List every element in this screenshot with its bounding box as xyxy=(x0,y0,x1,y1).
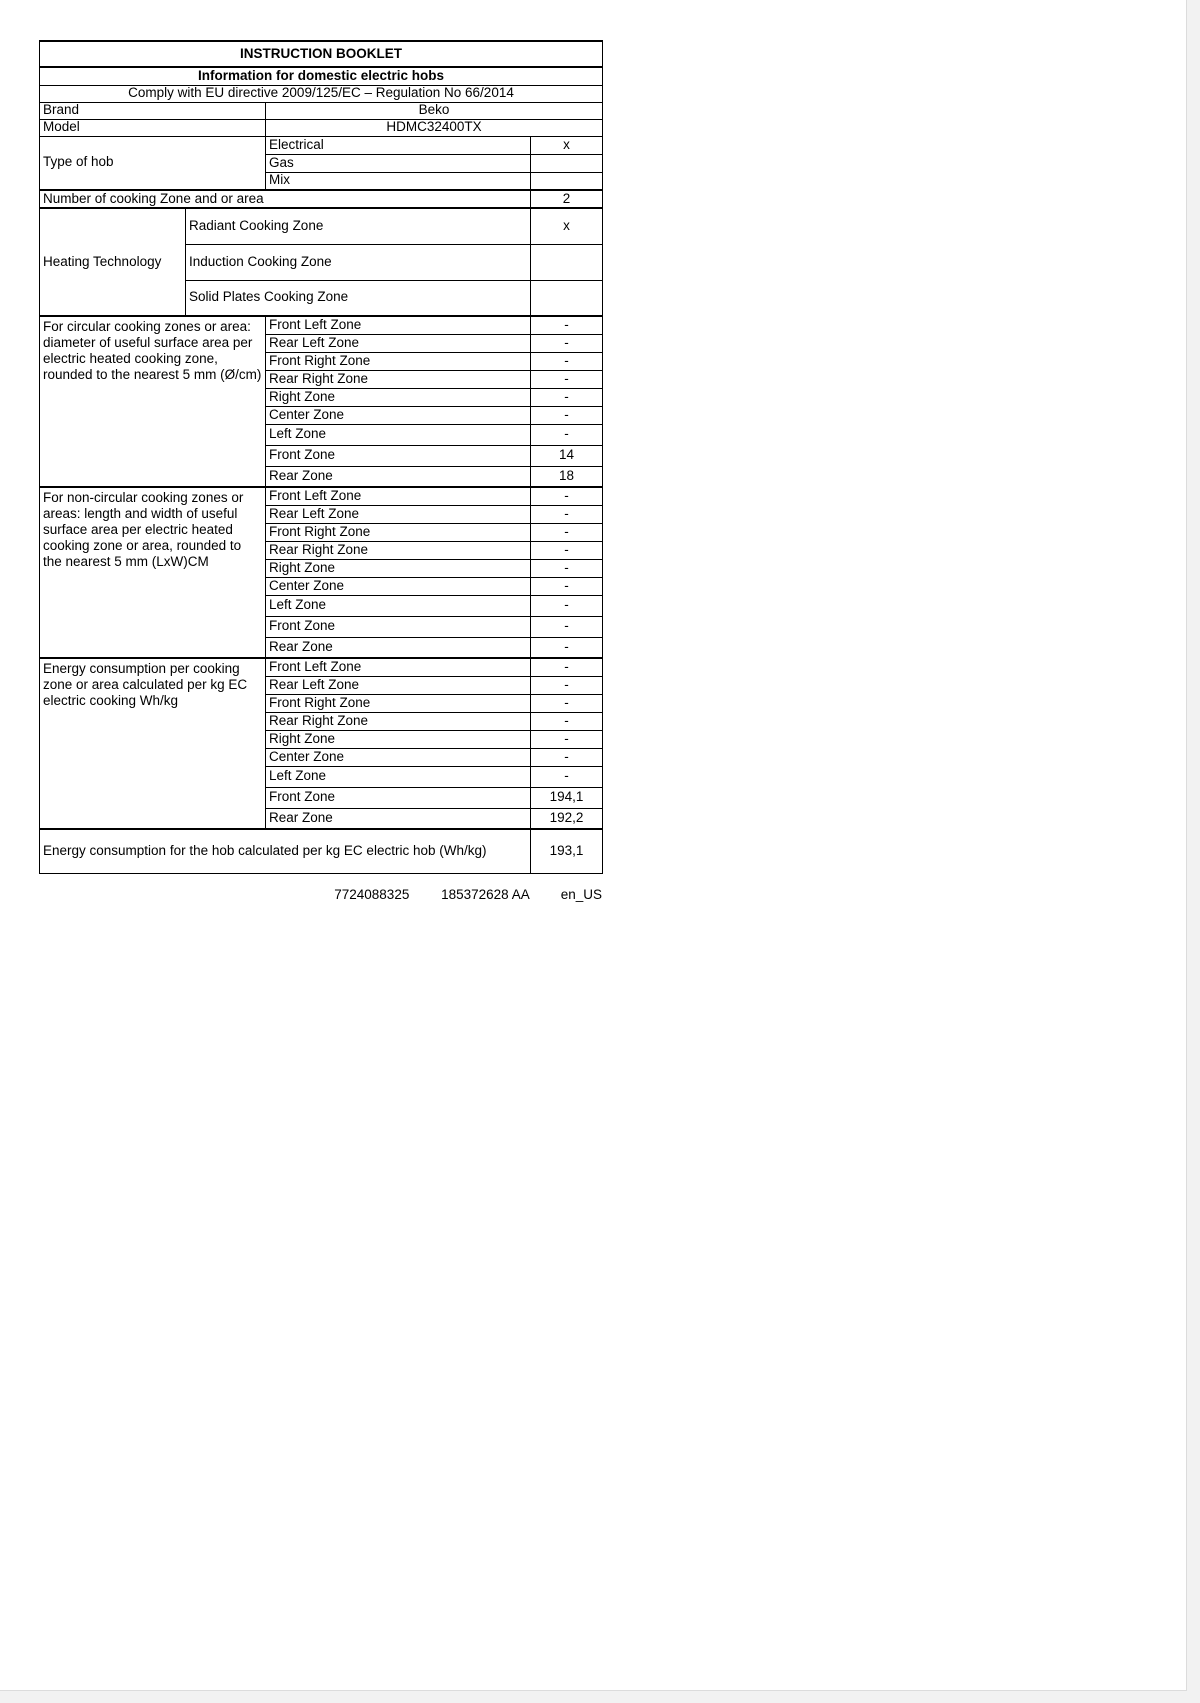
booklet-title: INSTRUCTION BOOKLET xyxy=(40,41,603,67)
zone-name: Right Zone xyxy=(266,559,531,577)
zone-value: - xyxy=(531,559,603,577)
heating-option: Radiant Cooking Zone xyxy=(186,208,531,244)
compliance-note: Comply with EU directive 2009/125/EC – Regulation No 66/2014 xyxy=(40,85,603,102)
zone-value: - xyxy=(531,766,603,787)
zone-name: Center Zone xyxy=(266,748,531,766)
total-energy-value: 193,1 xyxy=(531,829,603,873)
zone-value: - xyxy=(531,388,603,406)
hob-type-label: Type of hob xyxy=(40,136,266,190)
footer-code: 185372628 AA xyxy=(441,887,529,902)
document-footer xyxy=(39,887,602,902)
zone-value: - xyxy=(531,694,603,712)
zone-value: - xyxy=(531,523,603,541)
hob-information-sheet xyxy=(39,40,602,874)
zone-value: - xyxy=(531,730,603,748)
heating-option: Induction Cooking Zone xyxy=(186,244,531,280)
zone-name: Rear Zone xyxy=(266,466,531,487)
zone-value: - xyxy=(531,487,603,505)
zone-value: - xyxy=(531,505,603,523)
zone-value: - xyxy=(531,577,603,595)
zone-value: - xyxy=(531,334,603,352)
zone-value: - xyxy=(531,424,603,445)
hob-spec-table-body xyxy=(40,41,603,873)
zone-name: Rear Zone xyxy=(266,808,531,829)
noncircular-section-label: For non-circular cooking zones or areas: length and width of useful surface area per electric heated cooking zone or area, rounded to the nearest 5 mm (LxW)CM xyxy=(40,487,266,658)
heating-option: Solid Plates Cooking Zone xyxy=(186,280,531,316)
zone-value: - xyxy=(531,541,603,559)
hob-type-mark xyxy=(531,154,603,172)
zone-value: - xyxy=(531,616,603,637)
hob-type-option: Gas xyxy=(266,154,531,172)
hob-type-option: Electrical xyxy=(266,136,531,154)
zone-name: Front Zone xyxy=(266,616,531,637)
zone-name: Front Zone xyxy=(266,787,531,808)
zone-value: - xyxy=(531,316,603,334)
zone-name: Rear Left Zone xyxy=(266,505,531,523)
heating-technology-label: Heating Technology xyxy=(40,208,186,316)
zone-value: - xyxy=(531,748,603,766)
zone-name: Front Zone xyxy=(266,445,531,466)
zone-name: Front Right Zone xyxy=(266,523,531,541)
zone-name: Rear Right Zone xyxy=(266,712,531,730)
zone-name: Rear Left Zone xyxy=(266,334,531,352)
hob-type-option: Mix xyxy=(266,172,531,190)
zone-count-label: Number of cooking Zone and or area xyxy=(40,190,531,208)
hob-spec-table xyxy=(39,40,603,874)
zone-value: 192,2 xyxy=(531,808,603,829)
zone-name: Right Zone xyxy=(266,388,531,406)
zone-count-value: 2 xyxy=(531,190,603,208)
heating-mark: x xyxy=(531,208,603,244)
zone-value: 14 xyxy=(531,445,603,466)
energy-section-label: Energy consumption per cooking zone or area calculated per kg EC electric cooking Wh/kg xyxy=(40,658,266,829)
booklet-subtitle: Information for domestic electric hobs xyxy=(40,67,603,85)
heating-mark xyxy=(531,280,603,316)
zone-name: Right Zone xyxy=(266,730,531,748)
zone-value: - xyxy=(531,712,603,730)
brand-label: Brand xyxy=(40,102,266,119)
zone-name: Left Zone xyxy=(266,595,531,616)
zone-name: Rear Right Zone xyxy=(266,541,531,559)
zone-name: Rear Right Zone xyxy=(266,370,531,388)
zone-value: - xyxy=(531,658,603,676)
zone-value: 194,1 xyxy=(531,787,603,808)
hob-type-mark xyxy=(531,172,603,190)
zone-name: Center Zone xyxy=(266,406,531,424)
zone-name: Front Left Zone xyxy=(266,316,531,334)
model-label: Model xyxy=(40,119,266,136)
zone-name: Front Left Zone xyxy=(266,487,531,505)
zone-name: Rear Left Zone xyxy=(266,676,531,694)
total-energy-label: Energy consumption for the hob calculated per kg EC electric hob (Wh/kg) xyxy=(40,829,531,873)
footer-code: 7724088325 xyxy=(334,887,410,902)
circular-section-label: For circular cooking zones or area: diameter of useful surface area per electric heated cooking zone, rounded to the nearest 5 mm (Ø/cm) xyxy=(40,316,266,487)
zone-name: Left Zone xyxy=(266,766,531,787)
footer-locale: en_US xyxy=(560,887,602,902)
heating-mark xyxy=(531,244,603,280)
zone-name: Front Right Zone xyxy=(266,352,531,370)
zone-value: - xyxy=(531,595,603,616)
brand-value: Beko xyxy=(266,102,603,119)
zone-name: Left Zone xyxy=(266,424,531,445)
zone-value: 18 xyxy=(531,466,603,487)
zone-name: Front Right Zone xyxy=(266,694,531,712)
zone-value: - xyxy=(531,352,603,370)
model-value: HDMC32400TX xyxy=(266,119,603,136)
zone-value: - xyxy=(531,370,603,388)
zone-name: Center Zone xyxy=(266,577,531,595)
zone-value: - xyxy=(531,676,603,694)
zone-value: - xyxy=(531,406,603,424)
zone-name: Front Left Zone xyxy=(266,658,531,676)
zone-value: - xyxy=(531,637,603,658)
hob-type-mark: x xyxy=(531,136,603,154)
zone-name: Rear Zone xyxy=(266,637,531,658)
